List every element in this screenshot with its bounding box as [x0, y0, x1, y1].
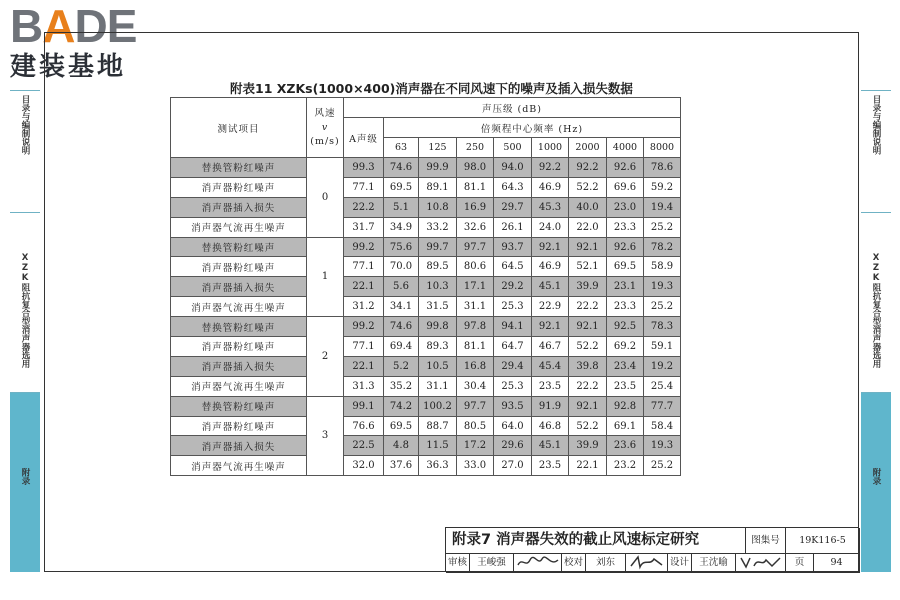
- cell-value: 52.2: [569, 177, 607, 197]
- row-test-item: 消声器插入损失: [171, 197, 307, 217]
- cell-value: 29.2: [494, 277, 532, 297]
- logo-chinese: 建装基地: [10, 52, 127, 82]
- cell-value: 35.2: [384, 376, 419, 396]
- cell-value: 23.5: [532, 456, 569, 476]
- cell-a-level: 77.1: [344, 257, 384, 277]
- cell-a-level: 99.1: [344, 396, 384, 416]
- cell-value: 92.2: [569, 158, 607, 178]
- cell-value: 69.1: [607, 416, 644, 436]
- noise-data-table: [170, 97, 681, 476]
- cell-value: 23.4: [607, 356, 644, 376]
- design-label: 设计: [668, 554, 692, 573]
- cell-value: 69.5: [607, 257, 644, 277]
- side-tab-label: XZK阻抗复合型消声器选用: [871, 253, 881, 368]
- cell-value: 89.3: [419, 337, 457, 357]
- cell-value: 74.6: [384, 158, 419, 178]
- table-row: [171, 356, 681, 376]
- cell-value: 17.2: [457, 436, 494, 456]
- cell-value: 46.8: [532, 416, 569, 436]
- reviewer-signature: [514, 554, 562, 573]
- table-row: [171, 436, 681, 456]
- cell-value: 19.3: [644, 277, 681, 297]
- cell-value: 78.2: [644, 237, 681, 257]
- cell-value: 25.3: [494, 376, 532, 396]
- side-tab-right-contents[interactable]: [861, 90, 891, 212]
- cell-value: 97.7: [457, 396, 494, 416]
- reviewer-signature-mark: [516, 554, 560, 570]
- atlas-label: 图集号: [746, 528, 786, 554]
- cell-value: 30.4: [457, 376, 494, 396]
- header-test-item: 测试项目: [171, 98, 307, 158]
- cell-a-level: 22.1: [344, 356, 384, 376]
- cell-value: 92.5: [607, 317, 644, 337]
- cell-value: 52.2: [569, 337, 607, 357]
- cell-value: 69.2: [607, 337, 644, 357]
- drawing-title: 附录7 消声器失效的截止风速标定研究: [446, 528, 746, 554]
- cell-a-level: 31.2: [344, 297, 384, 317]
- cell-value: 92.1: [569, 396, 607, 416]
- cell-value: 75.6: [384, 237, 419, 257]
- cell-value: 29.6: [494, 436, 532, 456]
- row-test-item: 消声器气流再生噪声: [171, 456, 307, 476]
- cell-value: 45.3: [532, 197, 569, 217]
- cell-value: 64.3: [494, 177, 532, 197]
- header-freq: 1000: [532, 138, 569, 158]
- cell-value: 40.0: [569, 197, 607, 217]
- row-velocity: 2: [307, 317, 344, 397]
- table-row: [171, 337, 681, 357]
- row-test-item: 消声器插入损失: [171, 277, 307, 297]
- designer-signature: [736, 554, 786, 573]
- row-test-item: 消声器气流再生噪声: [171, 217, 307, 237]
- cell-value: 52.1: [569, 257, 607, 277]
- cell-value: 25.2: [644, 456, 681, 476]
- cell-value: 23.0: [607, 197, 644, 217]
- logo-brand: BADE: [10, 0, 137, 52]
- table-row: [171, 158, 681, 178]
- cell-value: 93.7: [494, 237, 532, 257]
- cell-value: 5.2: [384, 356, 419, 376]
- cell-value: 81.1: [457, 177, 494, 197]
- cell-value: 69.5: [384, 416, 419, 436]
- row-test-item: 替换管粉红噪声: [171, 396, 307, 416]
- designer-name: 王沈喻: [692, 554, 736, 573]
- cell-value: 19.3: [644, 436, 681, 456]
- cell-value: 27.0: [494, 456, 532, 476]
- table-row: [171, 416, 681, 436]
- cell-value: 80.5: [457, 416, 494, 436]
- side-tab-left-appendix[interactable]: [10, 392, 40, 572]
- cell-value: 58.4: [644, 416, 681, 436]
- header-freq: 4000: [607, 138, 644, 158]
- side-tab-left-contents[interactable]: [10, 90, 40, 212]
- cell-value: 74.2: [384, 396, 419, 416]
- table-row: [171, 297, 681, 317]
- cell-value: 92.1: [532, 237, 569, 257]
- cell-a-level: 32.0: [344, 456, 384, 476]
- cell-value: 52.2: [569, 416, 607, 436]
- cell-a-level: 22.1: [344, 277, 384, 297]
- row-velocity: 3: [307, 396, 344, 476]
- row-velocity: 1: [307, 237, 344, 317]
- table-row: [171, 257, 681, 277]
- cell-value: 80.6: [457, 257, 494, 277]
- header-freq: 8000: [644, 138, 681, 158]
- cell-value: 39.9: [569, 277, 607, 297]
- cell-value: 11.5: [419, 436, 457, 456]
- cell-value: 64.7: [494, 337, 532, 357]
- cell-value: 92.1: [569, 317, 607, 337]
- cell-value: 4.8: [384, 436, 419, 456]
- cell-a-level: 77.1: [344, 337, 384, 357]
- row-velocity: 0: [307, 158, 344, 238]
- table-row: [171, 217, 681, 237]
- page-number: 94: [814, 554, 860, 573]
- cell-a-level: 31.3: [344, 376, 384, 396]
- cell-value: 46.9: [532, 177, 569, 197]
- cell-value: 5.6: [384, 277, 419, 297]
- cell-value: 70.0: [384, 257, 419, 277]
- cell-value: 92.1: [569, 237, 607, 257]
- cell-value: 16.8: [457, 356, 494, 376]
- header-freq: 500: [494, 138, 532, 158]
- cell-value: 45.1: [532, 277, 569, 297]
- table-row: [171, 197, 681, 217]
- check-label: 校对: [562, 554, 586, 573]
- checker-signature: [626, 554, 668, 573]
- cell-value: 25.2: [644, 297, 681, 317]
- cell-value: 22.2: [569, 297, 607, 317]
- cell-value: 33.2: [419, 217, 457, 237]
- cell-value: 10.5: [419, 356, 457, 376]
- cell-value: 64.0: [494, 416, 532, 436]
- cell-value: 29.7: [494, 197, 532, 217]
- cell-value: 78.3: [644, 317, 681, 337]
- header-freq: 63: [384, 138, 419, 158]
- side-tab-left-xzk[interactable]: [10, 212, 40, 392]
- checker-signature-mark: [628, 554, 666, 570]
- cell-value: 46.7: [532, 337, 569, 357]
- cell-value: 24.0: [532, 217, 569, 237]
- cell-value: 74.6: [384, 317, 419, 337]
- cell-value: 25.2: [644, 217, 681, 237]
- table-row: [171, 277, 681, 297]
- cell-value: 29.4: [494, 356, 532, 376]
- cell-value: 22.0: [569, 217, 607, 237]
- cell-value: 92.6: [607, 158, 644, 178]
- side-tab-label: 附录: [20, 468, 30, 485]
- side-tab-label: 目录与编制说明: [871, 95, 881, 155]
- cell-value: 92.8: [607, 396, 644, 416]
- cell-value: 94.0: [494, 158, 532, 178]
- cell-a-level: 31.7: [344, 217, 384, 237]
- cell-value: 46.9: [532, 257, 569, 277]
- row-test-item: 替换管粉红噪声: [171, 237, 307, 257]
- side-tab-right-xzk[interactable]: [861, 212, 891, 392]
- cell-a-level: 99.3: [344, 158, 384, 178]
- cell-a-level: 22.2: [344, 197, 384, 217]
- review-label: 审核: [446, 554, 470, 573]
- cell-value: 97.7: [457, 237, 494, 257]
- header-octave: 倍频程中心频率 (Hz): [384, 118, 681, 138]
- cell-value: 99.8: [419, 317, 457, 337]
- cell-a-level: 76.6: [344, 416, 384, 436]
- cell-value: 99.9: [419, 158, 457, 178]
- page-label: 页: [786, 554, 814, 573]
- cell-value: 16.9: [457, 197, 494, 217]
- header-freq: 250: [457, 138, 494, 158]
- cell-value: 31.1: [457, 297, 494, 317]
- cell-value: 37.6: [384, 456, 419, 476]
- cell-value: 22.1: [569, 456, 607, 476]
- header-freq: 125: [419, 138, 457, 158]
- cell-value: 92.2: [532, 158, 569, 178]
- cell-value: 78.6: [644, 158, 681, 178]
- cell-value: 10.3: [419, 277, 457, 297]
- cell-value: 98.0: [457, 158, 494, 178]
- cell-value: 77.7: [644, 396, 681, 416]
- cell-value: 39.8: [569, 356, 607, 376]
- cell-value: 94.1: [494, 317, 532, 337]
- cell-value: 17.1: [457, 277, 494, 297]
- row-test-item: 消声器插入损失: [171, 356, 307, 376]
- cell-value: 22.9: [532, 297, 569, 317]
- row-test-item: 消声器气流再生噪声: [171, 376, 307, 396]
- cell-value: 19.2: [644, 356, 681, 376]
- cell-a-level: 22.5: [344, 436, 384, 456]
- cell-value: 31.1: [419, 376, 457, 396]
- cell-value: 32.6: [457, 217, 494, 237]
- table-row: [171, 396, 681, 416]
- cell-value: 69.4: [384, 337, 419, 357]
- row-test-item: 消声器气流再生噪声: [171, 297, 307, 317]
- cell-value: 69.6: [607, 177, 644, 197]
- cell-value: 10.8: [419, 197, 457, 217]
- cell-value: 89.1: [419, 177, 457, 197]
- header-freq: 2000: [569, 138, 607, 158]
- cell-value: 97.8: [457, 317, 494, 337]
- cell-value: 59.2: [644, 177, 681, 197]
- table-row: [171, 456, 681, 476]
- row-test-item: 消声器粉红噪声: [171, 337, 307, 357]
- cell-value: 45.1: [532, 436, 569, 456]
- cell-value: 99.7: [419, 237, 457, 257]
- checker-name: 刘东: [586, 554, 626, 573]
- header-velocity: 风速 v (m/s): [307, 98, 344, 158]
- cell-a-level: 77.1: [344, 177, 384, 197]
- header-a-level: A声级: [344, 118, 384, 158]
- cell-value: 23.5: [607, 376, 644, 396]
- cell-value: 64.5: [494, 257, 532, 277]
- table-title: 附表11 XZKs(1000×400)消声器在不同风速下的噪声及插入损失数据: [230, 81, 633, 96]
- cell-value: 23.6: [607, 436, 644, 456]
- cell-value: 39.9: [569, 436, 607, 456]
- table-row: [171, 177, 681, 197]
- row-test-item: 替换管粉红噪声: [171, 158, 307, 178]
- cell-value: 81.1: [457, 337, 494, 357]
- cell-value: 92.1: [532, 317, 569, 337]
- cell-value: 34.1: [384, 297, 419, 317]
- table-row: [171, 237, 681, 257]
- cell-value: 89.5: [419, 257, 457, 277]
- designer-signature-mark: [738, 554, 784, 570]
- cell-value: 88.7: [419, 416, 457, 436]
- header-spl: 声压级 (dB): [344, 98, 681, 118]
- cell-value: 22.2: [569, 376, 607, 396]
- cell-value: 19.4: [644, 197, 681, 217]
- cell-value: 26.1: [494, 217, 532, 237]
- cell-value: 59.1: [644, 337, 681, 357]
- cell-a-level: 99.2: [344, 237, 384, 257]
- table-row: [171, 317, 681, 337]
- cell-value: 69.5: [384, 177, 419, 197]
- cell-value: 23.5: [532, 376, 569, 396]
- side-tab-label: 目录与编制说明: [20, 95, 30, 155]
- cell-value: 5.1: [384, 197, 419, 217]
- cell-value: 31.5: [419, 297, 457, 317]
- cell-value: 91.9: [532, 396, 569, 416]
- row-test-item: 消声器粉红噪声: [171, 416, 307, 436]
- cell-value: 100.2: [419, 396, 457, 416]
- cell-value: 93.5: [494, 396, 532, 416]
- cell-value: 33.0: [457, 456, 494, 476]
- side-tab-label: 附录: [871, 468, 881, 485]
- reviewer-name: 王峻强: [470, 554, 514, 573]
- title-block: [445, 527, 859, 572]
- table-row: [171, 376, 681, 396]
- cell-value: 36.3: [419, 456, 457, 476]
- cell-a-level: 99.2: [344, 317, 384, 337]
- cell-value: 23.3: [607, 217, 644, 237]
- cell-value: 23.3: [607, 297, 644, 317]
- cell-value: 92.6: [607, 237, 644, 257]
- atlas-number: 19K116-5: [786, 528, 860, 554]
- cell-value: 34.9: [384, 217, 419, 237]
- cell-value: 58.9: [644, 257, 681, 277]
- cell-value: 25.4: [644, 376, 681, 396]
- cell-value: 25.3: [494, 297, 532, 317]
- side-tab-label: XZK阻抗复合型消声器选用: [20, 253, 30, 368]
- cell-value: 45.4: [532, 356, 569, 376]
- cell-value: 23.1: [607, 277, 644, 297]
- row-test-item: 消声器粉红噪声: [171, 257, 307, 277]
- side-tab-right-appendix[interactable]: [861, 392, 891, 572]
- row-test-item: 消声器粉红噪声: [171, 177, 307, 197]
- cell-value: 23.2: [607, 456, 644, 476]
- row-test-item: 替换管粉红噪声: [171, 317, 307, 337]
- row-test-item: 消声器插入损失: [171, 436, 307, 456]
